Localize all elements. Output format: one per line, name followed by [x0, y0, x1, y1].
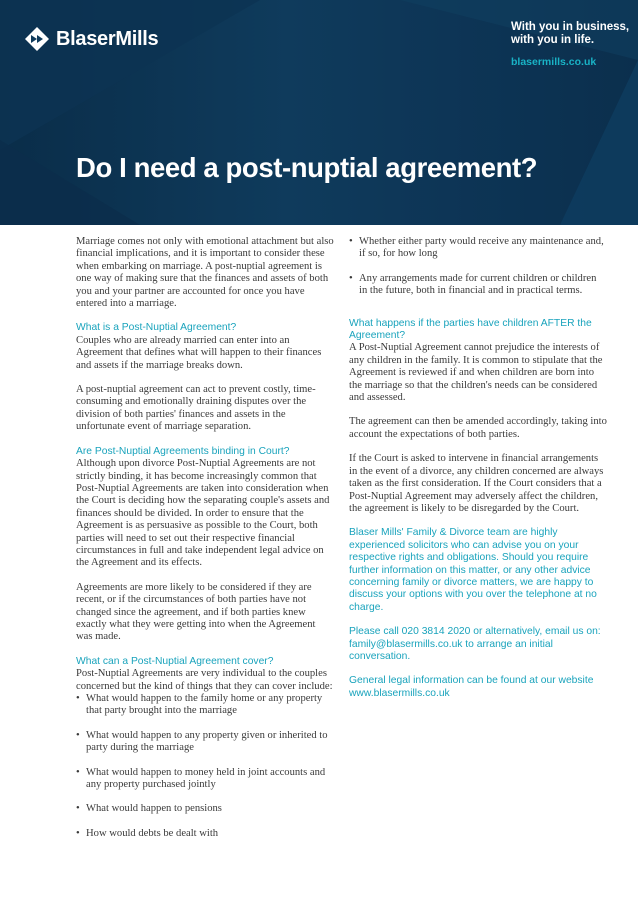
logo-icon [24, 26, 50, 52]
website-link[interactable]: blasermills.co.uk [511, 56, 597, 68]
logo[interactable] [24, 26, 158, 52]
paragraph: Agreements are more likely to be considered if they are recent, or if the circumstances of both parties have not changed since the agreement, and if both parties knew exactly what they were getting into when the Agreement was made. [76, 581, 316, 643]
section-heading-binding: Are Post-Nuptial Agreements binding in Court? [76, 445, 290, 457]
contact-details[interactable]: Please call 020 3814 2020 or alternatively, email us on: family@blasermills.co.uk to arrange an initial conversation. [349, 626, 601, 662]
section-heading-what-is: What is a Post-Nuptial Agreement? [76, 322, 237, 334]
paragraph: A post-nuptial agreement can act to prevent costly, time-consuming and emotionally draining disputes over the division of both parties' finances and assets in the unfortunate event of marriage separation. [76, 384, 316, 433]
cover-list-continued [349, 236, 607, 298]
list-item: • What would happen to pensions [76, 803, 334, 815]
logo-wordmark: BlaserMills [56, 27, 159, 50]
list-item: • Whether either party would receive any maintenance and, if so, for how long [349, 236, 607, 261]
left-column [76, 236, 334, 852]
website-info[interactable]: General legal information can be found at our website www.blasermills.co.uk [349, 675, 594, 699]
tagline-line-2: with you in life. [511, 34, 595, 46]
list-item: • What would happen to money held in joint accounts and any property purchased jointly [76, 767, 334, 792]
list-item: • What would happen to any property given or inherited to party during the marriage [76, 730, 334, 755]
paragraph: Couples who are already married can enter into an Agreement that defines what will happen to their finances and assets if the marriage breaks down. [76, 334, 322, 371]
paragraph: The agreement can then be amended accordingly, taking into account the expectations of both parties. [349, 416, 607, 440]
cover-list [76, 693, 334, 840]
contact-callout: Blaser Mills' Family & Divorce team are highly experienced solicitors who can advise you on your respective rights and obligations. Should you require further information on this matter, or any other advice concerning family or divorce matters, we are happy to discuss your options with you over the telephone at no charge. [349, 527, 597, 613]
header-banner [0, 0, 638, 225]
section-heading-cover: What can a Post-Nuptial Agreement cover? [76, 655, 274, 667]
page-title: Do I need a post-nuptial agreement? [76, 152, 538, 183]
paragraph: If the Court is asked to intervene in financial arrangements in the event of a divorce, any children concerned are always taken as the first consideration. If the Court considers that a Post-Nuptial Agreement may adversely affect the children, the agreement is likely to be disregarded by the Court. [349, 453, 604, 514]
section-heading-children: What happens if the parties have children AFTER the Agreement? [349, 317, 592, 342]
list-item: • Any arrangements made for current children or children in the future, both in financial and in practical terms. [349, 273, 607, 298]
paragraph: Post-Nuptial Agreements are very individual to the couples concerned but the kind of things that they can cover include: [76, 668, 333, 692]
list-item: • What would happen to the family home or any property that party brought into the marriage [76, 693, 334, 718]
paragraph: A Post-Nuptial Agreement cannot prejudice the interests of any children in the family. It is common to stipulate that the Agreement is reviewed if and when children are born into the marriage so that the children's needs can be considered and assessed. [349, 342, 603, 404]
intro-paragraph: Marriage comes not only with emotional attachment but also financial implications, and it is important to consider these when embarking on marriage. A post-nuptial agreement is one way of making sure that the finances and assets of both you and your partner are accounted for once you have entered into a marriage. [76, 236, 334, 310]
paragraph: Although upon divorce Post-Nuptial Agreements are not strictly binding, it has become increasingly common that Post-Nuptial Agreements are taken into consideration when the Court is deciding how the separating couple's assets and finances should be divided. In order to ensure that the Agreement is as persuasive as possible to the Court, both parties will need to set out their respective financial circumstances in full and take independent legal advice on the Agreement and its effects. [76, 458, 330, 569]
tagline-line-1: With you in business, [511, 21, 630, 33]
tagline [511, 21, 631, 47]
list-item: • How would debts be dealt with [76, 828, 334, 840]
right-column [349, 236, 607, 712]
